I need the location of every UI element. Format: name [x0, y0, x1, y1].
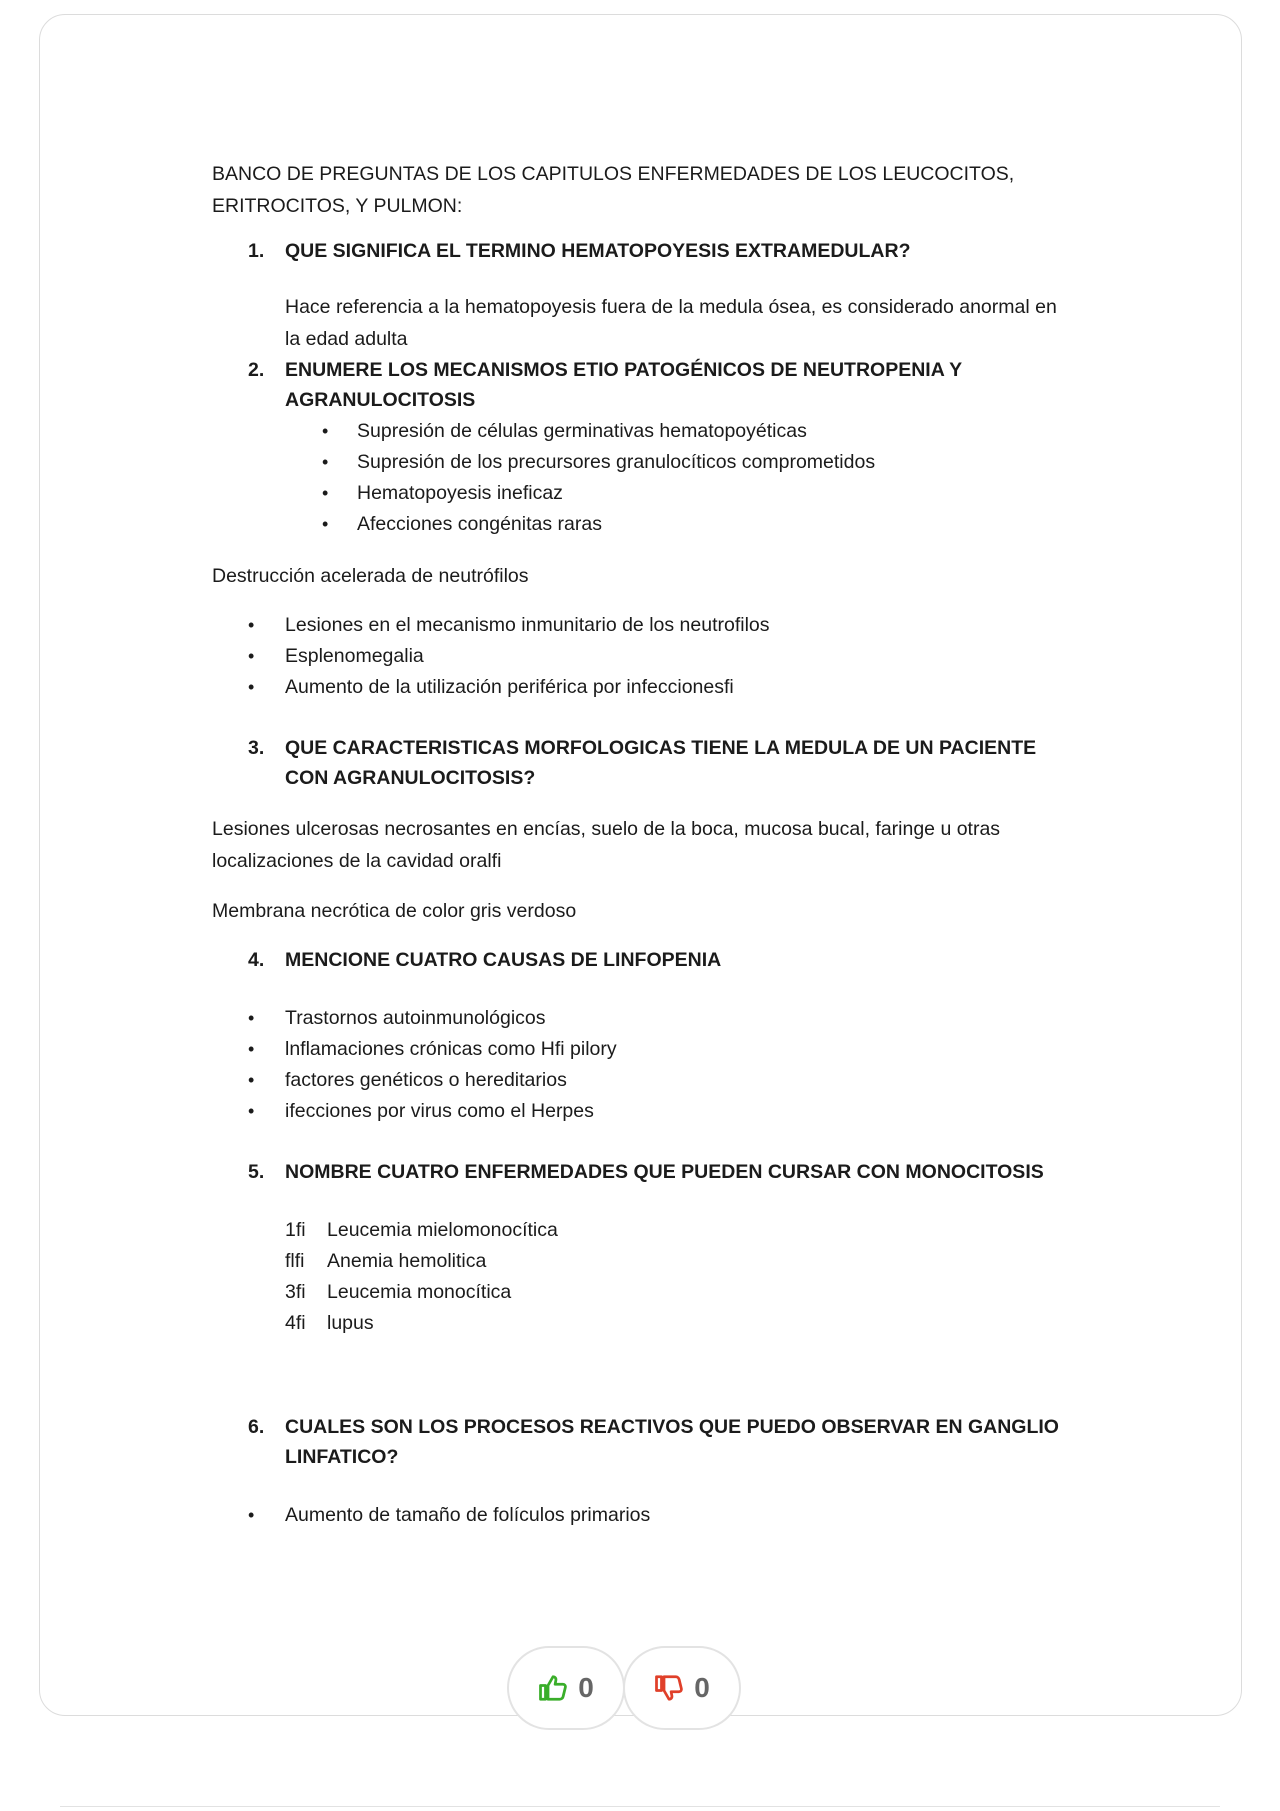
list-item: • Supresión de los precursores granulocíticos comprometidos — [212, 447, 1072, 478]
question-number: 2. — [248, 359, 265, 381]
q4-bullet-list — [212, 1003, 1072, 1127]
list-item: • Aumento de tamaño de folículos primarios — [212, 1500, 1072, 1531]
q2-bullet-list — [212, 416, 1072, 540]
question-4 — [212, 945, 1072, 975]
list-item: • Aumento de la utilización periférica por infeccionesfi — [212, 672, 1072, 703]
list-item: • lnflamaciones crónicas como Hfi pilory — [212, 1034, 1072, 1065]
question-number: 4. — [248, 949, 265, 971]
footer-divider — [60, 1806, 1220, 1807]
thumbs-up-icon — [538, 1673, 568, 1703]
q5-numbered-list — [212, 1215, 1072, 1339]
thumbs-down-icon — [654, 1673, 684, 1703]
list-item — [212, 1246, 1072, 1277]
question-number: 1. — [248, 240, 265, 262]
list-item: • Supresión de células germinativas hematopoyéticas — [212, 416, 1072, 447]
question-text: QUE SIGNIFICA EL TERMINO HEMATOPOYESIS EXTRAMEDULAR? — [285, 240, 911, 262]
question-6 — [212, 1412, 1072, 1472]
intro-paragraph: BANCO DE PREGUNTAS DE LOS CAPITULOS ENFERMEDADES DE LOS LEUCOCITOS, ERITROCITOS, Y PULMON: — [212, 163, 1015, 217]
answer-3-paragraph-1: Lesiones ulcerosas necrosantes en encías, suelo de la boca, mucosa bucal, faringe u otras localizaciones de la cavidad oralfi — [212, 818, 1001, 872]
list-item — [212, 1308, 1072, 1339]
question-text: ENUMERE LOS MECANISMOS ETIO PATOGÉNICOS DE NEUTROPENIA Y AGRANULOCITOSIS — [285, 359, 962, 411]
question-2 — [212, 355, 1072, 415]
list-item — [212, 1215, 1072, 1246]
list-item: • ifecciones por virus como el Herpes — [212, 1096, 1072, 1127]
question-number: 5. — [248, 1161, 265, 1183]
destruccion-paragraph: Destrucción acelerada de neutrófilos — [212, 565, 529, 587]
list-item: • Afecciones congénitas raras — [212, 509, 1072, 540]
list-item-text: lupus — [327, 1312, 374, 1334]
list-marker: flfi — [285, 1250, 305, 1272]
question-text: MENCIONE CUATRO CAUSAS DE LINFOPENIA — [285, 949, 722, 971]
q6-bullet-list — [212, 1500, 1072, 1531]
like-button[interactable] — [507, 1646, 625, 1730]
list-item: • factores genéticos o hereditarios — [212, 1065, 1072, 1096]
destruccion-bullet-list — [212, 610, 1072, 703]
list-marker: 3fi — [285, 1281, 306, 1303]
question-text: CUALES SON LOS PROCESOS REACTIVOS QUE PUEDO OBSERVAR EN GANGLIO LINFATICO? — [285, 1416, 1059, 1468]
question-number: 3. — [248, 737, 265, 759]
question-text: NOMBRE CUATRO ENFERMEDADES QUE PUEDEN CURSAR CON MONOCITOSIS — [285, 1161, 1044, 1183]
list-item: • Trastornos autoinmunológicos — [212, 1003, 1072, 1034]
list-item: • Hematopoyesis ineficaz — [212, 478, 1072, 509]
question-3 — [212, 733, 1072, 793]
question-1 — [212, 236, 1072, 266]
like-count: 0 — [578, 1672, 594, 1703]
list-marker: 4fi — [285, 1312, 306, 1334]
list-item-text: Anemia hemolitica — [327, 1250, 487, 1272]
document-body — [212, 158, 1072, 1531]
list-item: • Lesiones en el mecanismo inmunitario de los neutrofilos — [212, 610, 1072, 641]
list-item-text: Leucemia mielomonocítica — [327, 1219, 558, 1241]
answer-3-paragraph-2: Membrana necrótica de color gris verdoso — [212, 900, 577, 922]
question-text: QUE CARACTERISTICAS MORFOLOGICAS TIENE LA MEDULA DE UN PACIENTE CON AGRANULOCITOSIS? — [285, 737, 1037, 789]
dislike-count: 0 — [694, 1672, 710, 1703]
dislike-button[interactable] — [623, 1646, 741, 1730]
vote-bar — [507, 1646, 743, 1730]
list-marker: 1fi — [285, 1219, 306, 1241]
list-item: • Esplenomegalia — [212, 641, 1072, 672]
list-item — [212, 1277, 1072, 1308]
answer-1: Hace referencia a la hematopoyesis fuera de la medula ósea, es considerado anormal en la edad adulta — [285, 296, 1057, 350]
question-5 — [212, 1157, 1072, 1187]
list-item-text: Leucemia monocítica — [327, 1281, 512, 1303]
question-number: 6. — [248, 1416, 265, 1438]
